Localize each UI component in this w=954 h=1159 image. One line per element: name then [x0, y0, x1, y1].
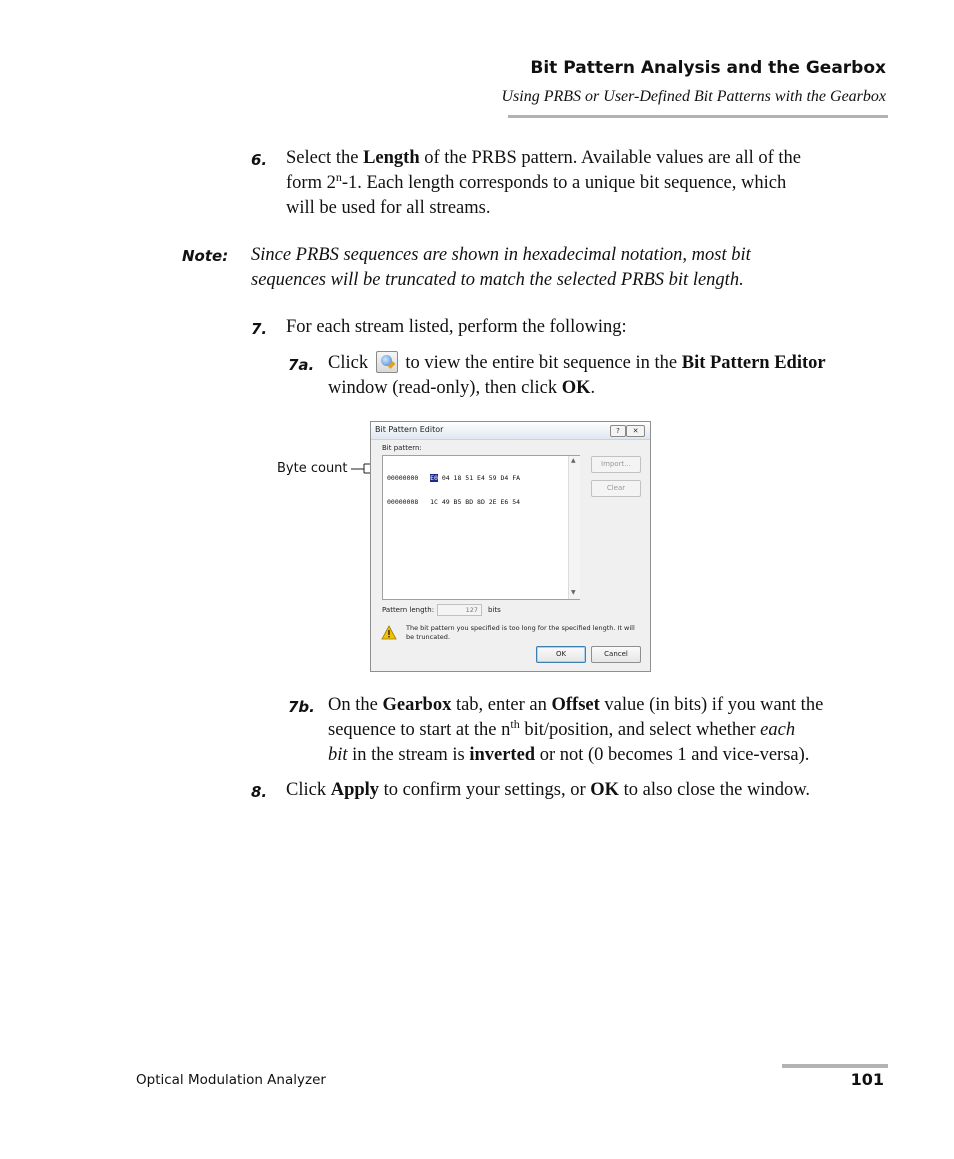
dialog-title-bar: [371, 422, 650, 440]
running-header-subtitle: Using PRBS or User-Defined Bit Patterns with the Gearbox: [501, 88, 886, 105]
bit-pattern-view-icon: [376, 351, 398, 373]
row-offset: 00000008: [387, 498, 419, 506]
page-number: 101: [850, 1070, 884, 1089]
hex-row: [387, 474, 520, 482]
row-offset: 00000000: [387, 474, 419, 482]
hex-dump: [387, 458, 520, 522]
hex-row: [387, 498, 520, 506]
ok-button[interactable]: OK: [536, 646, 586, 663]
row-first-byte: 1C: [430, 498, 438, 506]
warning-message: The bit pattern you specified is too long for the specified length. It will be truncated.: [406, 624, 635, 641]
step-7a-text: Click to view the entire bit sequence in the Bit Pattern Editor window (read-only), then click OK.: [328, 353, 826, 398]
byte-count-callout: Byte count: [277, 461, 348, 476]
bit-pattern-label: Bit pattern:: [382, 444, 422, 452]
help-button[interactable]: ?: [610, 425, 626, 437]
note-text: Since PRBS sequences are shown in hexadecimal notation, most bit sequences will be truncated to match the selected PRBS bit length.: [251, 245, 751, 290]
step-7a-number: 7a.: [288, 356, 315, 374]
clear-button[interactable]: Clear: [591, 480, 641, 497]
row-bytes: 04 18 51 E4 59 D4 FA: [441, 474, 521, 482]
step-6-number: 6.: [251, 151, 268, 169]
pattern-length-label: Pattern length:: [382, 606, 435, 614]
import-button[interactable]: Import...: [591, 456, 641, 473]
scroll-down-icon[interactable]: ▼: [571, 589, 576, 596]
footer-product-name: Optical Modulation Analyzer: [136, 1072, 326, 1088]
scroll-up-icon[interactable]: ▲: [571, 457, 576, 464]
running-header-title: Bit Pattern Analysis and the Gearbox: [530, 58, 886, 78]
step-7b-text: On the Gearbox tab, enter an Offset value (in bits) if you want the sequence to start at the $n^{th}$ bit/position, and select whether each bit in the stream is inverted or not (0 becomes 1 and vice-versa).: [328, 695, 824, 765]
note-label: Note:: [182, 247, 229, 265]
pattern-length-unit: bits: [488, 606, 501, 614]
warning-icon: [381, 625, 397, 640]
dialog-title: Bit Pattern Editor: [375, 425, 444, 434]
bit-pattern-editor-dialog: [370, 421, 651, 672]
bit-pattern-textarea[interactable]: [382, 455, 580, 600]
pattern-length-field[interactable]: 127: [437, 604, 482, 616]
step-8-number: 8.: [251, 783, 268, 801]
selected-byte: E0: [430, 474, 438, 482]
step-7-text: For each stream listed, perform the following:: [286, 317, 627, 337]
cancel-button[interactable]: Cancel: [591, 646, 641, 663]
step-7-number: 7.: [251, 320, 268, 338]
header-rule: [508, 115, 888, 118]
step-8-text: Click Apply to confirm your settings, or OK to also close the window.: [286, 780, 810, 800]
close-icon[interactable]: ✕: [626, 425, 645, 437]
vertical-scrollbar[interactable]: [568, 456, 580, 599]
row-bytes: 49 B5 BD 8D 2E E6 54: [441, 498, 521, 506]
step-7b-number: 7b.: [288, 698, 315, 716]
footer-rule: [782, 1064, 888, 1068]
step-6-text: Select the Length of the PRBS pattern. Available values are all of the form 2$^n$-1. Each length corresponds to a unique bit sequence, which will be used for all streams.: [286, 148, 801, 218]
